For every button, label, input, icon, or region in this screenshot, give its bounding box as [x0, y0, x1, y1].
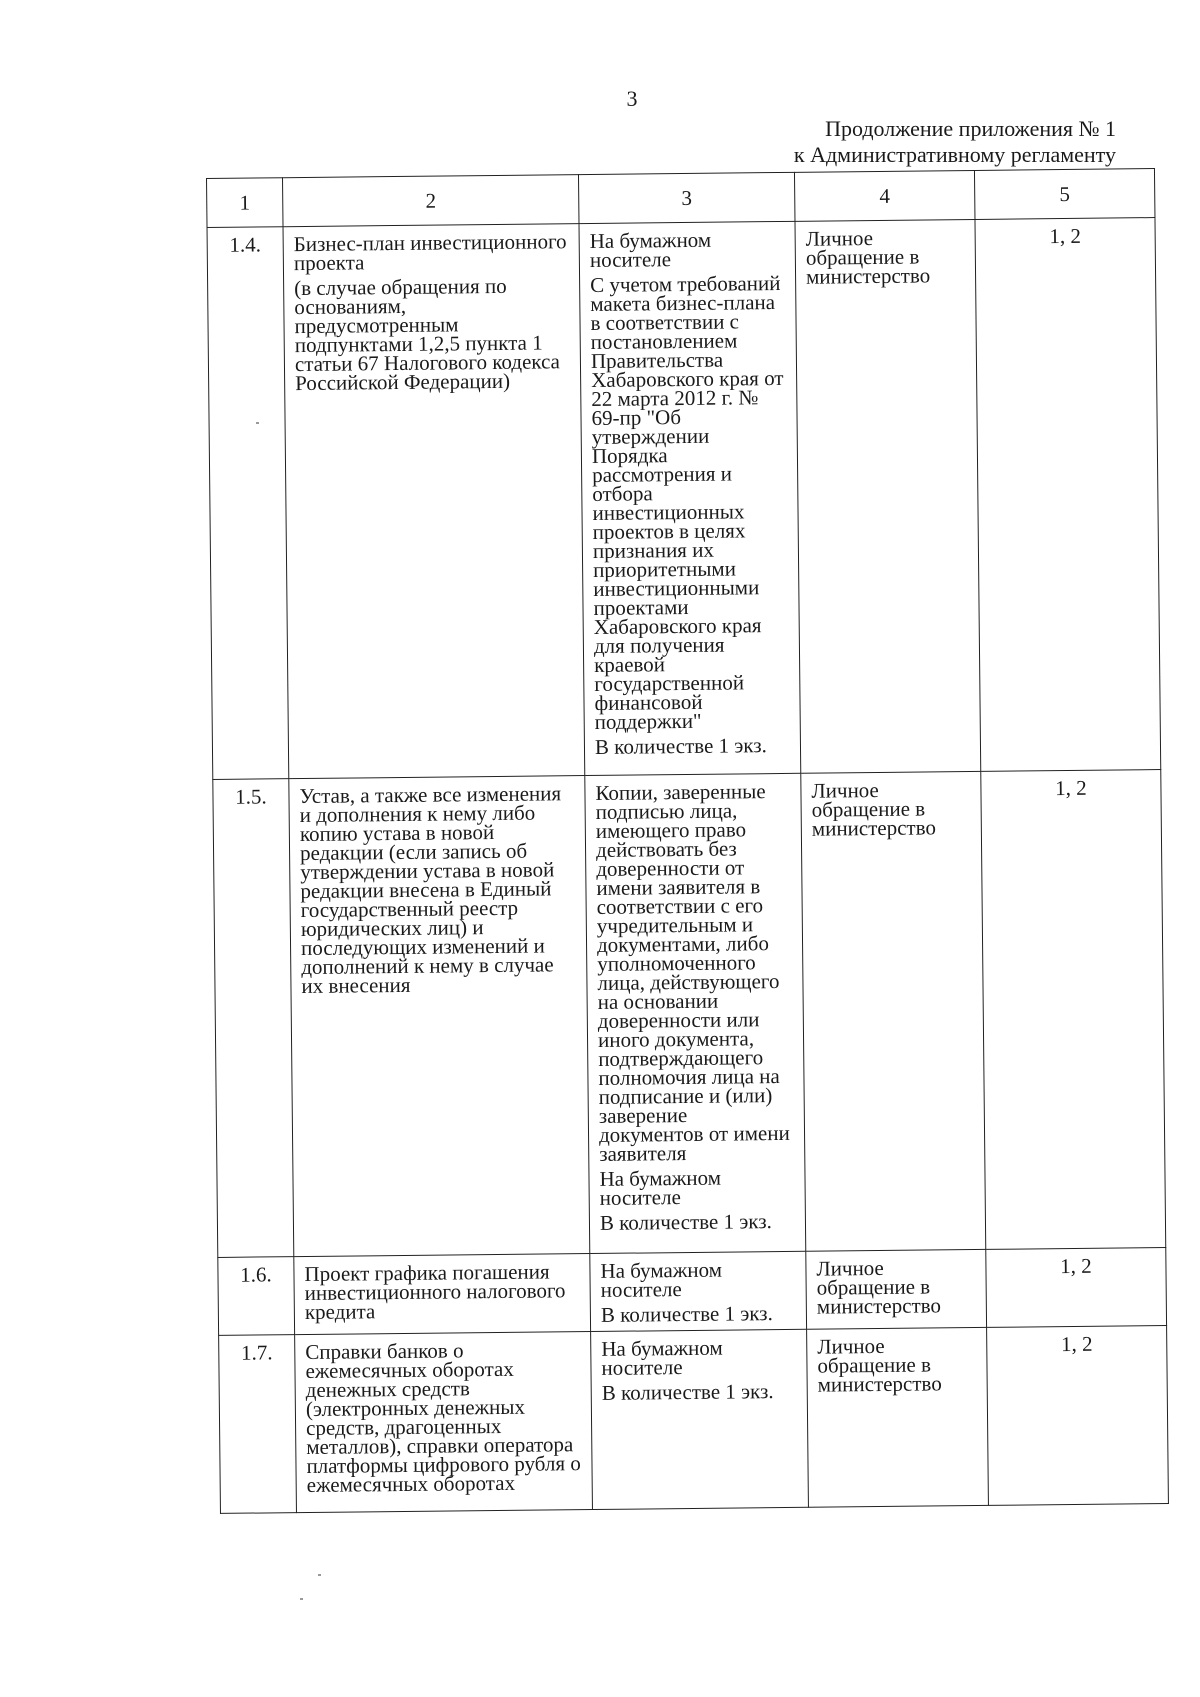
document-cell [289, 776, 590, 1257]
codes-cell: 1, 2 [975, 218, 1161, 772]
scan-speck [318, 1574, 321, 1576]
row-number: 1.6. [218, 1257, 295, 1336]
column-header: 4 [794, 170, 975, 221]
method-cell: Личное обращение в министерство [795, 219, 981, 773]
column-header: 1 [207, 178, 284, 228]
row-number: 1.7. [219, 1335, 297, 1514]
method-cell: Личное обращение в министерство [807, 1327, 989, 1507]
document-cell [283, 224, 585, 779]
form-cell [590, 1251, 807, 1331]
form-text: На бумажном носителе [600, 1257, 723, 1302]
form-text: На бумажном носителе [601, 1335, 723, 1380]
scan-speck [256, 422, 259, 424]
table-row [207, 218, 1161, 780]
document-text: Проект графика погашения инвестиционного налогового кредита [304, 1259, 566, 1325]
codes-cell: 1, 2 [981, 770, 1166, 1250]
document-text: Справки банков о ежемесячных оборотах денежных средств (электронных денежных средств, драгоценных металлов), справки оператора платформы цифрового рубля о ежемесячных оборотах [305, 1338, 581, 1498]
scan-speck [300, 1598, 303, 1600]
form-text: В количестве 1 экз. [594, 733, 767, 759]
column-header: 2 [283, 175, 579, 227]
codes-cell: 1, 2 [987, 1326, 1169, 1506]
page-number: 3 [626, 86, 638, 111]
row-number: 1.5. [213, 779, 294, 1258]
document-text: (в случае обращения по основаниям, предусмотренным подпунктами 1,2,5 пункта 1 статьи 67 Налогового кодекса Российской Федерации) [294, 273, 561, 396]
form-cell [591, 1329, 809, 1509]
form-text: Копии, заверенные подписью лица, имеющего право действовать без доверенности от имени заявителя в соответствии с его учредительным и документами, либо уполномоченного лица, действующего на основании доверенности или иного документа, подтверждающего полномочия лица на подписание и (или) заверение документов от имени заявителя [595, 779, 790, 1166]
document-text: Устав, а также все изменения и дополнения к нему либо копию устава в новой редакции (если запись об утверждении устава в новой редакции внесена в Единый государственный реестр юридических лиц) и последующих изменений и дополнений к нему в случае их внесения [299, 781, 562, 999]
form-text: С учетом требований макета бизнес-плана в соответствии с постановлением Правительства Хабаровского края от 22 марта 2012 г. № 69-пр "Об утверждении Порядка рассмотрения и отбора инвестиционных проектов в целях признания их приоритетными инвестиционными проектами Хабаровского края для получения краевой государственной финансовой поддержки" [590, 270, 784, 734]
form-text: В количестве 1 экз. [599, 1209, 772, 1235]
method-cell: Личное обращение в министерство [806, 1249, 987, 1329]
appendix-heading [794, 116, 1116, 168]
form-cell [585, 773, 806, 1253]
document-cell [294, 1254, 591, 1335]
table-row [213, 770, 1166, 1258]
document-cell [295, 1332, 593, 1513]
form-cell [579, 221, 801, 775]
form-text: На бумажном носителе [589, 227, 712, 272]
codes-cell: 1, 2 [986, 1248, 1167, 1328]
document-text: Бизнес-план инвестиционного проекта [293, 229, 567, 276]
table-row [219, 1326, 1169, 1514]
form-text: В количестве 1 экз. [600, 1301, 773, 1327]
appendix-heading-line-2: к Административному регламенту [793, 142, 1116, 167]
documents-table [206, 168, 1169, 1514]
column-header: 3 [578, 172, 795, 223]
form-text: В количестве 1 экз. [601, 1379, 774, 1405]
table-row [218, 1248, 1167, 1336]
method-cell: Личное обращение в министерство [801, 771, 986, 1251]
appendix-heading-line-1: Продолжение приложения № 1 [825, 116, 1116, 141]
column-header: 5 [974, 169, 1155, 220]
form-text: На бумажном носителе [599, 1165, 722, 1210]
row-number: 1.4. [207, 227, 289, 780]
